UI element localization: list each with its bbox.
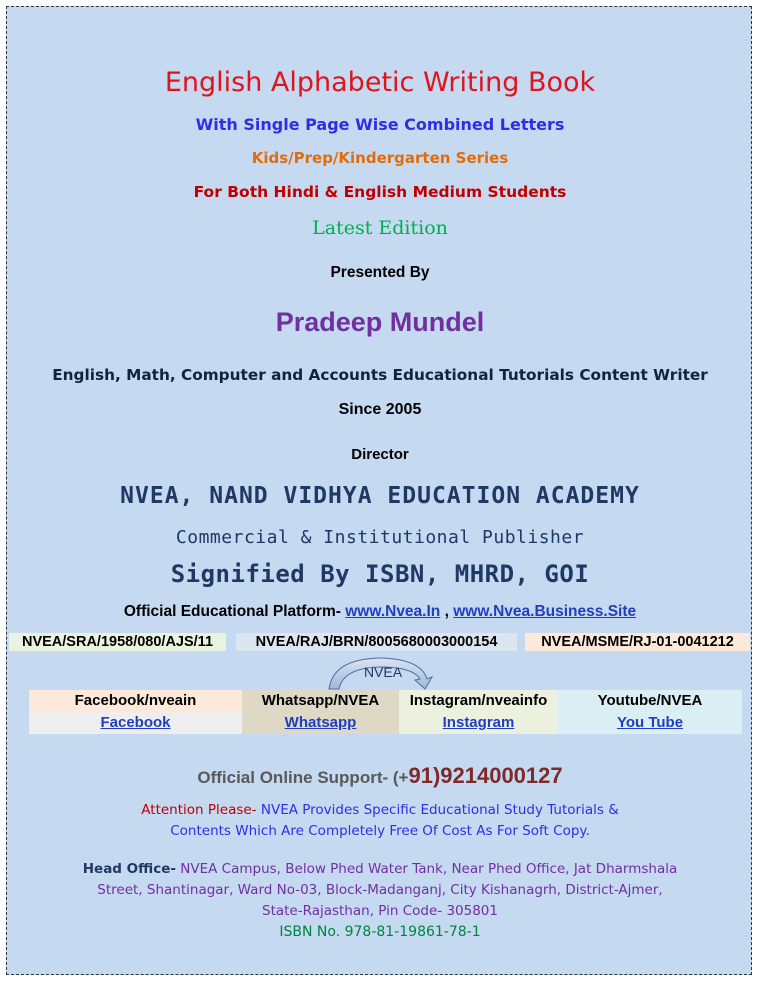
book-cover: [6, 6, 752, 975]
facebook-handle: Facebook/nveain: [29, 690, 242, 712]
youtube-link[interactable]: You Tube: [558, 712, 742, 734]
head-office-label: Head Office-: [82, 861, 176, 877]
support-line: [7, 763, 753, 789]
social-whatsapp: [242, 690, 399, 734]
social-facebook: [29, 690, 242, 734]
head-office-line-2: Street, Shantinagar, Ward No-03, Block-Madanganj, City Kishanagrh, District-Ajmer,: [97, 882, 663, 898]
registration-msme: NVEA/MSME/RJ-01-0041212: [525, 633, 750, 651]
youtube-handle: Youtube/NVEA: [558, 690, 742, 712]
instagram-link[interactable]: Instagram: [399, 712, 558, 734]
attention-label: Attention Please-: [141, 802, 257, 818]
book-title: English Alphabetic Writing Book: [164, 67, 596, 98]
publisher-label: Commercial & Institutional Publisher: [175, 527, 585, 548]
signified-label: Signified By ISBN, MHRD, GOI: [170, 560, 590, 588]
platform-link-nvea-in[interactable]: www.Nvea.In: [345, 603, 441, 620]
nvea-badge-label: NVEA: [363, 664, 403, 680]
academy-name: NVEA, NAND VIDHYA EDUCATION ACADEMY: [120, 483, 640, 509]
nvea-arrow-badge: [325, 655, 435, 691]
series-label: Kids/Prep/Kindergarten Series: [251, 149, 509, 167]
support-phone-prefix: (+: [392, 768, 409, 787]
author-name: Pradeep Mundel: [275, 307, 485, 337]
attention-text-1: NVEA Provides Specific Educational Study Tutorials &: [260, 802, 619, 818]
audience-label: For Both Hindi & English Medium Students: [193, 183, 567, 201]
registration-brn: NVEA/RAJ/BRN/8005680003000154: [236, 633, 517, 651]
facebook-link[interactable]: Facebook: [29, 712, 242, 734]
head-office-text-1: NVEA Campus, Below Phed Water Tank, Near Phed Office, Jat Dharmshala: [180, 861, 678, 877]
head-office-line-3: State-Rajasthan, Pin Code- 305801: [262, 903, 498, 919]
platform-link-business-site[interactable]: www.Nvea.Business.Site: [453, 603, 637, 620]
social-links-table: [29, 690, 742, 734]
presented-by-label: Presented By: [330, 264, 430, 281]
social-youtube: [558, 690, 742, 734]
author-role: English, Math, Computer and Accounts Educational Tutorials Content Writer: [52, 366, 708, 384]
director-label: Director: [351, 446, 409, 463]
attention-line-1: [7, 802, 753, 818]
registration-sra: NVEA/SRA/1958/080/AJS/11: [9, 633, 226, 651]
attention-line-2: Contents Which Are Completely Free Of Cost As For Soft Copy.: [170, 823, 590, 839]
instagram-handle: Instagram/nveainfo: [399, 690, 558, 712]
platform-label: Official Educational Platform-: [123, 603, 341, 620]
book-subtitle: With Single Page Wise Combined Letters: [195, 115, 565, 134]
isbn-number: ISBN No. 978-81-19861-78-1: [279, 924, 481, 940]
platform-separator: ,: [444, 603, 449, 620]
platform-line: [7, 603, 753, 621]
edition-label: Latest Edition: [312, 217, 448, 239]
whatsapp-handle: Whatsapp/NVEA: [242, 690, 399, 712]
head-office-line-1: [7, 861, 753, 877]
whatsapp-link[interactable]: Whatsapp: [242, 712, 399, 734]
social-instagram: [399, 690, 558, 734]
support-label: Official Online Support-: [197, 768, 389, 787]
support-phone: 91)9214000127: [408, 763, 563, 788]
since-label: Since 2005: [338, 401, 422, 418]
